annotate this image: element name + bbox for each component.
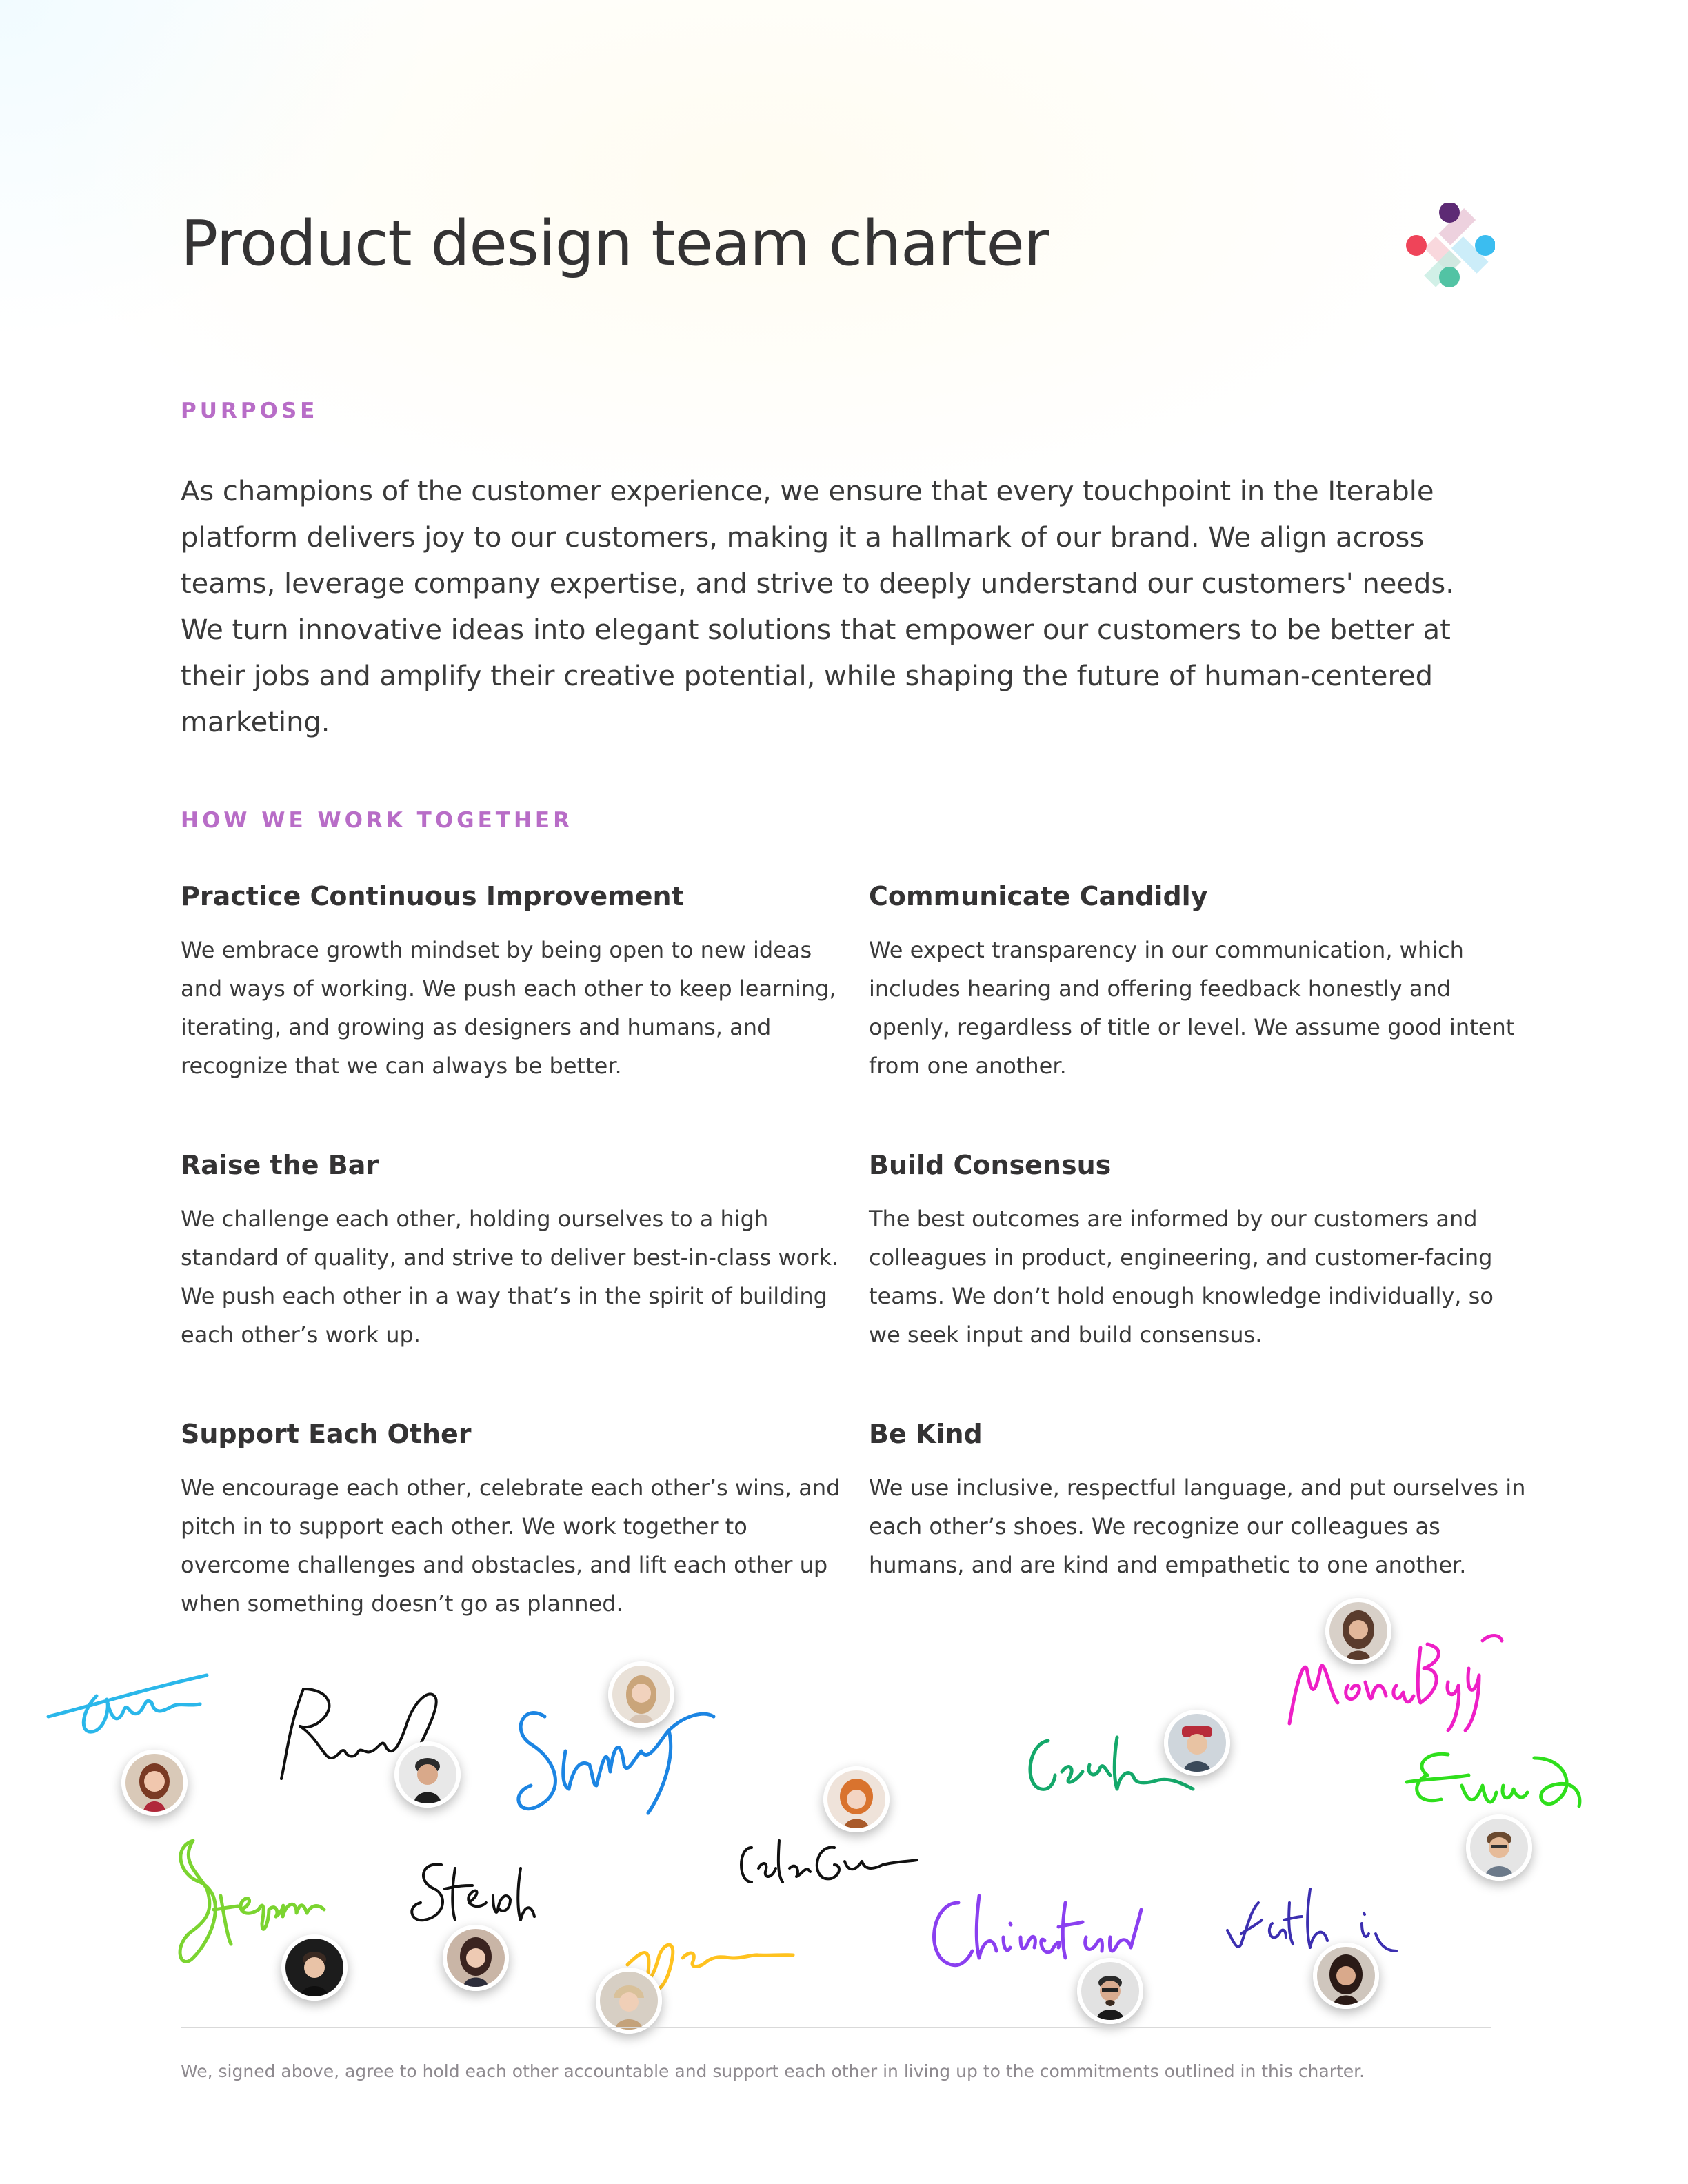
how-we-work-heading: HOW WE WORK TOGETHER <box>181 808 573 833</box>
signature <box>731 1834 924 1903</box>
avatar <box>1466 1814 1532 1881</box>
footer-statement: We, signed above, agree to hold each other accountable and support each other in living up to the commitments outlined in this charter. <box>181 2061 1365 2081</box>
principle-title: Build Consensus <box>869 1150 1112 1180</box>
principle-continuous-improvement <box>181 876 843 1085</box>
avatar <box>121 1750 188 1816</box>
principle-text: We embrace growth mindset by being open to new ideas and ways of working. We push each other to keep learning, iterating, and growing as designers and humans, and recognize that we can always be better. <box>181 937 836 1079</box>
principle-communicate-candidly <box>869 876 1531 1085</box>
page-title: Product design team charter <box>181 208 1049 280</box>
principle-title: Support Each Other <box>181 1419 472 1449</box>
avatar <box>443 1925 509 1991</box>
principle-title: Raise the Bar <box>181 1150 379 1180</box>
signature <box>1283 1627 1503 1730</box>
avatar <box>1313 1943 1379 2009</box>
avatar <box>1077 1958 1143 2024</box>
signature <box>407 1854 545 1930</box>
principle-text: We challenge each other, holding ourselves to a high standard of quality, and strive to deliver best-in-class work. We push each other in a way that’s in the spirit of building each other’s work up. <box>181 1206 839 1348</box>
iterable-logo <box>1404 203 1495 294</box>
avatar <box>596 1968 662 2034</box>
principle-text: The best outcomes are informed by our customers and colleagues in product, engineering, and customer-facing teams. We don’t hold enough knowledge individually, so we seek input and build consensus. <box>869 1206 1494 1348</box>
avatar <box>1325 1598 1391 1664</box>
avatar <box>823 1766 890 1832</box>
avatar <box>394 1741 461 1808</box>
principle-text: We encourage each other, celebrate each other’s wins, and pitch in to support each other. We work together to overcome challenges and obstacles, and lift each other up when something doesn’t go as planned. <box>181 1475 841 1617</box>
signatures-block <box>0 1586 1688 2054</box>
avatar <box>1164 1710 1230 1776</box>
divider <box>181 2027 1491 2028</box>
purpose-heading: PURPOSE <box>181 398 319 423</box>
avatar <box>281 1934 348 2001</box>
purpose-text: As champions of the customer experience, we ensure that every touchpoint in the Iterable platform delivers joy to our customers, making it a hallmark of our brand. We align across teams, leverage company expertise, and strive to deeply understand our customers' needs. We turn innovative ideas into elegant solutions that empower our customers to be better at their jobs and amplify their creative potential, while shaping the future of human-centered marketing. <box>181 476 1454 738</box>
signature <box>41 1668 221 1751</box>
principle-text: We expect transparency in our communication, which includes hearing and offering feedback honestly and openly, regardless of title or level. We assume good intent from one another. <box>869 937 1515 1079</box>
principle-be-kind <box>869 1413 1531 1584</box>
principle-title: Communicate Candidly <box>869 881 1208 911</box>
principle-title: Practice Continuous Improvement <box>181 881 684 911</box>
avatar <box>608 1661 674 1728</box>
principle-title: Be Kind <box>869 1419 983 1449</box>
principle-raise-the-bar <box>181 1144 843 1354</box>
principle-build-consensus <box>869 1144 1531 1354</box>
principle-text: We use inclusive, respectful language, and put ourselves in each other’s shoes. We recognize our colleagues as humans, and are kind and empathetic to one another. <box>869 1475 1526 1578</box>
